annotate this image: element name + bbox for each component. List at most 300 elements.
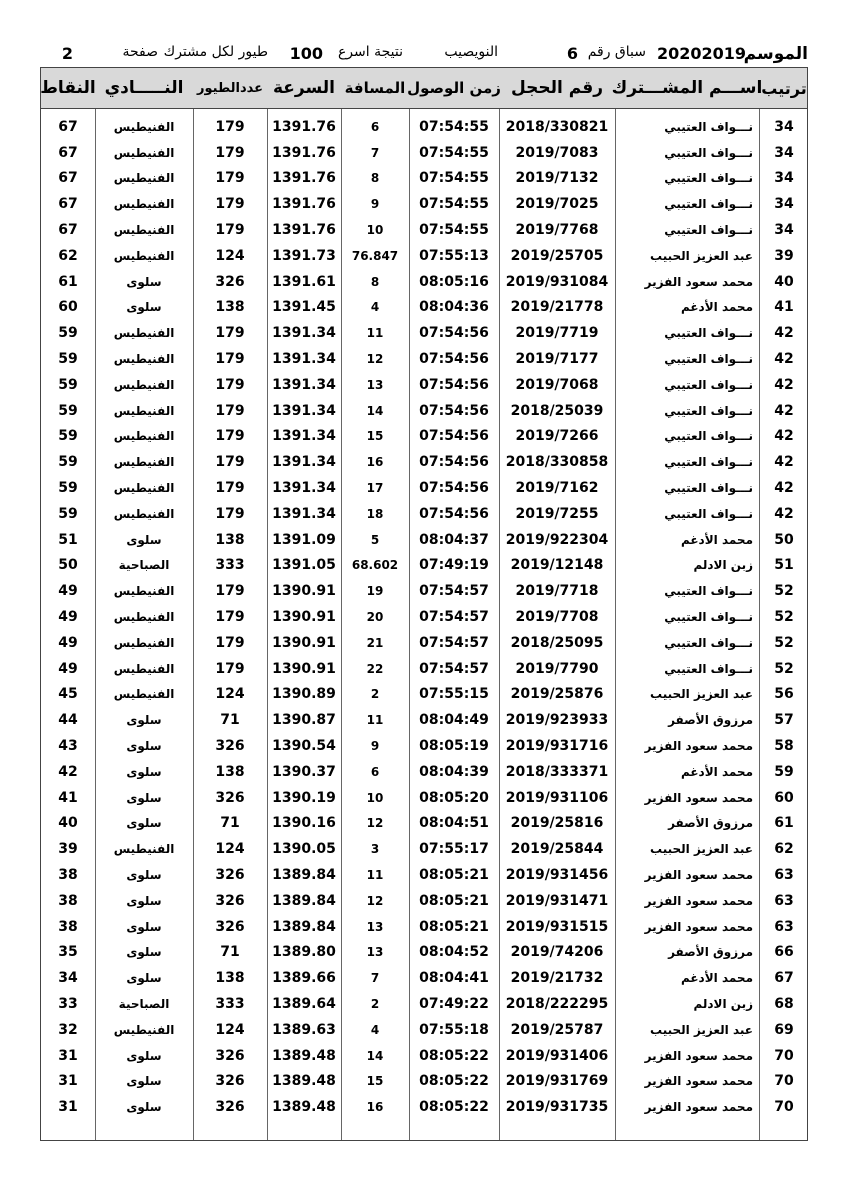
cell-name: نـــواف العتيبي <box>664 661 753 676</box>
cell-arrival: 08:05:21 <box>419 918 489 935</box>
cell-arrival: 07:54:55 <box>419 118 489 135</box>
table-row <box>41 1043 807 1069</box>
cell-rank: 34 <box>774 144 794 161</box>
cell-arrival: 07:54:56 <box>419 325 489 342</box>
cell-club: الفنيطيس <box>113 661 175 676</box>
table-row <box>41 346 807 372</box>
cell-distance: 9 <box>370 739 380 754</box>
cell-birds: 326 <box>215 892 245 909</box>
cell-birds: 124 <box>215 686 245 703</box>
cell-birds: 179 <box>215 118 245 135</box>
cell-speed: 1390.91 <box>272 609 336 626</box>
table-row <box>41 449 807 475</box>
cell-birds: 179 <box>215 222 245 239</box>
cell-arrival: 08:04:41 <box>419 970 489 987</box>
page-value: 2 <box>61 44 73 63</box>
cell-name: مرزوق الأصفر <box>668 945 753 960</box>
cell-birds: 326 <box>215 1047 245 1064</box>
cell-ring: 2019/25844 <box>510 841 604 858</box>
cell-points: 59 <box>58 351 78 368</box>
cell-speed: 1391.34 <box>272 325 336 342</box>
cell-arrival: 07:54:56 <box>419 505 489 522</box>
cell-name: نـــواف العتيبي <box>664 610 753 625</box>
cell-distance: 2 <box>370 997 380 1012</box>
cell-club: الفنيطيس <box>113 635 175 650</box>
cell-club: الفنيطيس <box>113 403 175 418</box>
cell-name: محمد الأدغم <box>680 971 753 986</box>
cell-points: 59 <box>58 428 78 445</box>
cell-distance: 9 <box>370 197 380 212</box>
cell-birds: 179 <box>215 660 245 677</box>
cell-ring: 2019/74206 <box>510 944 604 961</box>
cell-birds: 138 <box>215 299 245 316</box>
cell-arrival: 07:54:56 <box>419 402 489 419</box>
cell-arrival: 07:54:57 <box>419 609 489 626</box>
cell-club: الفنيطيس <box>113 197 175 212</box>
cell-speed: 1391.34 <box>272 376 336 393</box>
cell-distance: 76.847 <box>351 248 399 263</box>
cell-ring: 2019/25705 <box>510 247 604 264</box>
cell-ring: 2019/931084 <box>505 273 609 290</box>
cell-arrival: 07:54:57 <box>419 583 489 600</box>
cell-speed: 1391.34 <box>272 351 336 368</box>
cell-ring: 2018/333371 <box>505 763 609 780</box>
table-row <box>41 862 807 888</box>
cell-points: 59 <box>58 376 78 393</box>
cell-distance: 16 <box>366 455 384 470</box>
cell-points: 44 <box>58 712 78 729</box>
cell-birds: 179 <box>215 634 245 651</box>
cell-rank: 34 <box>774 118 794 135</box>
cell-birds: 326 <box>215 789 245 806</box>
table-row <box>41 682 807 708</box>
cell-ring: 2019/7177 <box>515 351 599 368</box>
cell-club: الفنيطيس <box>113 610 175 625</box>
cell-points: 59 <box>58 454 78 471</box>
cell-name: محمد سعود الفزير <box>644 919 753 934</box>
cell-name: محمد سعود الفزير <box>644 739 753 754</box>
cell-distance: 6 <box>370 764 380 779</box>
cell-birds: 326 <box>215 867 245 884</box>
cell-birds: 71 <box>220 815 240 832</box>
cell-distance: 16 <box>366 1100 384 1115</box>
cell-points: 59 <box>58 480 78 497</box>
cell-rank: 41 <box>774 299 794 316</box>
cell-rank: 68 <box>774 996 794 1013</box>
cell-name: محمد سعود الفزير <box>644 790 753 805</box>
table-row <box>41 475 807 501</box>
cell-rank: 34 <box>774 196 794 213</box>
cell-birds: 124 <box>215 1021 245 1038</box>
result-label: نتيجة اسرع <box>337 44 403 60</box>
cell-name: نـــواف العتيبي <box>664 171 753 186</box>
cell-club: الفنيطيس <box>113 223 175 238</box>
season-label: الموسم <box>743 44 808 64</box>
cell-arrival: 07:54:56 <box>419 480 489 497</box>
cell-ring: 2019/7708 <box>515 609 599 626</box>
cell-speed: 1390.37 <box>272 763 336 780</box>
cell-rank: 60 <box>774 789 794 806</box>
cell-club: الفنيطيس <box>113 352 175 367</box>
cell-birds: 326 <box>215 918 245 935</box>
season-value: 20202019 <box>656 44 746 63</box>
cell-club: الفنيطيس <box>113 506 175 521</box>
cell-arrival: 08:05:22 <box>419 1099 489 1116</box>
cell-points: 49 <box>58 583 78 600</box>
table-row <box>41 217 807 243</box>
cell-distance: 13 <box>366 919 384 934</box>
cell-speed: 1390.05 <box>272 841 336 858</box>
cell-name: محمد الأدغم <box>680 300 753 315</box>
cell-distance: 14 <box>366 403 384 418</box>
cell-birds: 179 <box>215 505 245 522</box>
cell-points: 45 <box>58 686 78 703</box>
cell-speed: 1391.45 <box>272 299 336 316</box>
table-row <box>41 707 807 733</box>
cell-speed: 1390.91 <box>272 634 336 651</box>
cell-rank: 70 <box>774 1073 794 1090</box>
cell-arrival: 08:04:39 <box>419 763 489 780</box>
cell-ring: 2019/7255 <box>515 505 599 522</box>
cell-distance: 11 <box>366 868 384 883</box>
cell-points: 60 <box>58 299 78 316</box>
cell-club: سلوى <box>126 532 162 547</box>
cell-points: 59 <box>58 325 78 342</box>
cell-ring: 2019/25816 <box>510 815 604 832</box>
cell-club: الفنيطيس <box>113 248 175 263</box>
cell-points: 49 <box>58 634 78 651</box>
table-row <box>41 527 807 553</box>
cell-arrival: 08:04:49 <box>419 712 489 729</box>
table-row <box>41 424 807 450</box>
cell-points: 51 <box>58 531 78 548</box>
cell-speed: 1389.63 <box>272 1021 336 1038</box>
cell-points: 67 <box>58 118 78 135</box>
race-value: 6 <box>566 44 578 63</box>
cell-club: سلوى <box>126 971 162 986</box>
cell-rank: 63 <box>774 892 794 909</box>
cell-birds: 326 <box>215 1073 245 1090</box>
cell-points: 67 <box>58 196 78 213</box>
cell-speed: 1389.66 <box>272 970 336 987</box>
page-label: صفحة <box>122 44 158 60</box>
cell-rank: 51 <box>774 557 794 574</box>
table-row <box>41 553 807 579</box>
cell-club: سلوى <box>126 274 162 289</box>
table-row <box>41 501 807 527</box>
cell-arrival: 07:55:18 <box>419 1021 489 1038</box>
cell-distance: 17 <box>366 481 384 496</box>
cell-rank: 62 <box>774 841 794 858</box>
cell-distance: 8 <box>370 171 380 186</box>
cell-distance: 3 <box>370 842 380 857</box>
cell-arrival: 08:04:52 <box>419 944 489 961</box>
cell-points: 35 <box>58 944 78 961</box>
table-row <box>41 888 807 914</box>
cell-distance: 68.602 <box>351 558 399 573</box>
cell-club: الفنيطيس <box>113 687 175 702</box>
cell-arrival: 08:05:16 <box>419 273 489 290</box>
cell-ring: 2019/931106 <box>505 789 609 806</box>
cell-speed: 1389.84 <box>272 892 336 909</box>
cell-birds: 179 <box>215 325 245 342</box>
cell-points: 67 <box>58 144 78 161</box>
cell-distance: 21 <box>366 635 384 650</box>
cell-club: الفنيطيس <box>113 119 175 134</box>
cell-arrival: 07:54:55 <box>419 222 489 239</box>
cell-rank: 40 <box>774 273 794 290</box>
cell-club: سلوى <box>126 945 162 960</box>
cell-club: سلوى <box>126 790 162 805</box>
cell-speed: 1390.87 <box>272 712 336 729</box>
cell-speed: 1391.34 <box>272 505 336 522</box>
cell-arrival: 07:54:56 <box>419 351 489 368</box>
header-name: اســـم المشـــترك <box>611 78 763 98</box>
cell-name: زبن الادلم <box>693 558 753 573</box>
cell-ring: 2019/7768 <box>515 222 599 239</box>
cell-speed: 1389.48 <box>272 1099 336 1116</box>
cell-name: عبد العزيز الحبيب <box>650 687 753 702</box>
cell-distance: 6 <box>370 119 380 134</box>
cell-distance: 15 <box>366 429 384 444</box>
cell-arrival: 07:54:56 <box>419 428 489 445</box>
cell-points: 31 <box>58 1047 78 1064</box>
cell-name: زبن الادلم <box>693 997 753 1012</box>
cell-ring: 2019/931456 <box>505 867 609 884</box>
cell-rank: 34 <box>774 222 794 239</box>
table-row <box>41 398 807 424</box>
cell-points: 49 <box>58 609 78 626</box>
table-row <box>41 295 807 321</box>
cell-speed: 1390.16 <box>272 815 336 832</box>
cell-distance: 7 <box>370 971 380 986</box>
cell-speed: 1391.76 <box>272 196 336 213</box>
per-member-label: طيور لكل مشترك <box>163 44 268 60</box>
cell-birds: 71 <box>220 944 240 961</box>
cell-name: نـــواف العتيبي <box>664 635 753 650</box>
cell-name: محمد سعود الفزير <box>644 274 753 289</box>
table-row <box>41 836 807 862</box>
cell-arrival: 07:49:22 <box>419 996 489 1013</box>
cell-rank: 42 <box>774 480 794 497</box>
cell-arrival: 08:05:20 <box>419 789 489 806</box>
cell-points: 34 <box>58 970 78 987</box>
cell-birds: 333 <box>215 996 245 1013</box>
cell-speed: 1391.05 <box>272 557 336 574</box>
cell-ring: 2019/7718 <box>515 583 599 600</box>
cell-name: نـــواف العتيبي <box>664 352 753 367</box>
cell-distance: 22 <box>366 661 384 676</box>
cell-arrival: 08:05:21 <box>419 867 489 884</box>
header-distance: المسافة <box>344 79 406 97</box>
cell-rank: 42 <box>774 505 794 522</box>
cell-distance: 11 <box>366 326 384 341</box>
cell-club: سلوى <box>126 868 162 883</box>
header-line <box>40 40 808 66</box>
cell-rank: 42 <box>774 428 794 445</box>
table-row <box>41 166 807 192</box>
cell-club: سلوى <box>126 816 162 831</box>
table-row <box>41 733 807 759</box>
table-row <box>41 191 807 217</box>
cell-club: الفنيطيس <box>113 145 175 160</box>
table-row <box>41 243 807 269</box>
cell-distance: 8 <box>370 274 380 289</box>
cell-distance: 20 <box>366 610 384 625</box>
cell-arrival: 07:49:19 <box>419 557 489 574</box>
cell-ring: 2019/7162 <box>515 480 599 497</box>
cell-ring: 2018/330821 <box>505 118 609 135</box>
cell-birds: 179 <box>215 583 245 600</box>
cell-points: 43 <box>58 738 78 755</box>
cell-speed: 1390.89 <box>272 686 336 703</box>
cell-distance: 10 <box>366 790 384 805</box>
table-header-row <box>41 68 807 109</box>
race-label: سباق رقم <box>587 44 646 60</box>
cell-ring: 2019/931716 <box>505 738 609 755</box>
header-birds: عددالطيور <box>197 80 264 96</box>
cell-birds: 326 <box>215 1099 245 1116</box>
cell-ring: 2019/7025 <box>515 196 599 213</box>
cell-club: سلوى <box>126 1074 162 1089</box>
cell-arrival: 07:55:17 <box>419 841 489 858</box>
cell-name: مرزوق الأصفر <box>668 816 753 831</box>
cell-speed: 1390.91 <box>272 660 336 677</box>
cell-distance: 13 <box>366 377 384 392</box>
cell-points: 39 <box>58 841 78 858</box>
cell-club: سلوى <box>126 713 162 728</box>
cell-rank: 42 <box>774 351 794 368</box>
cell-name: عبد العزيز الحبيب <box>650 842 753 857</box>
cell-rank: 42 <box>774 454 794 471</box>
cell-points: 62 <box>58 247 78 264</box>
cell-name: نـــواف العتيبي <box>664 584 753 599</box>
cell-distance: 2 <box>370 687 380 702</box>
header-points: النقاط <box>40 78 96 98</box>
cell-distance: 15 <box>366 1074 384 1089</box>
cell-points: 59 <box>58 402 78 419</box>
cell-speed: 1391.76 <box>272 170 336 187</box>
cell-speed: 1389.84 <box>272 867 336 884</box>
cell-speed: 1389.64 <box>272 996 336 1013</box>
cell-ring: 2019/931471 <box>505 892 609 909</box>
cell-ring: 2019/7790 <box>515 660 599 677</box>
cell-ring: 2019/922304 <box>505 531 609 548</box>
cell-ring: 2019/923933 <box>505 712 609 729</box>
cell-speed: 1389.48 <box>272 1047 336 1064</box>
cell-birds: 326 <box>215 738 245 755</box>
cell-ring: 2019/931406 <box>505 1047 609 1064</box>
cell-ring: 2018/330858 <box>505 454 609 471</box>
cell-name: محمد سعود الفزير <box>644 1100 753 1115</box>
table-row <box>41 604 807 630</box>
cell-birds: 124 <box>215 247 245 264</box>
cell-birds: 124 <box>215 841 245 858</box>
cell-rank: 61 <box>774 815 794 832</box>
cell-rank: 67 <box>774 970 794 987</box>
cell-points: 49 <box>58 660 78 677</box>
cell-birds: 179 <box>215 428 245 445</box>
cell-arrival: 08:05:21 <box>419 892 489 909</box>
cell-speed: 1391.34 <box>272 428 336 445</box>
cell-distance: 4 <box>370 300 380 315</box>
cell-name: نـــواف العتيبي <box>664 326 753 341</box>
cell-club: الصباحية <box>118 997 170 1012</box>
cell-points: 38 <box>58 892 78 909</box>
cell-speed: 1389.48 <box>272 1073 336 1090</box>
cell-arrival: 08:05:19 <box>419 738 489 755</box>
table-row <box>41 320 807 346</box>
cell-arrival: 07:54:57 <box>419 660 489 677</box>
cell-name: محمد الأدغم <box>680 532 753 547</box>
cell-arrival: 07:55:13 <box>419 247 489 264</box>
cell-speed: 1391.34 <box>272 454 336 471</box>
cell-club: سلوى <box>126 1048 162 1063</box>
cell-name: عبد العزيز الحبيب <box>650 248 753 263</box>
cell-name: محمد سعود الفزير <box>644 1048 753 1063</box>
cell-points: 41 <box>58 789 78 806</box>
cell-name: محمد سعود الفزير <box>644 1074 753 1089</box>
cell-name: نـــواف العتيبي <box>664 119 753 134</box>
table-row <box>41 940 807 966</box>
cell-name: نـــواف العتيبي <box>664 506 753 521</box>
cell-arrival: 07:54:56 <box>419 376 489 393</box>
cell-speed: 1389.84 <box>272 918 336 935</box>
cell-name: نـــواف العتيبي <box>664 197 753 212</box>
cell-club: الفنيطيس <box>113 171 175 186</box>
table-row <box>41 1094 807 1120</box>
cell-speed: 1391.76 <box>272 118 336 135</box>
table-row <box>41 965 807 991</box>
cell-birds: 179 <box>215 609 245 626</box>
cell-ring: 2018/25095 <box>510 634 604 651</box>
cell-name: نـــواف العتيبي <box>664 481 753 496</box>
cell-rank: 42 <box>774 325 794 342</box>
cell-arrival: 07:54:56 <box>419 454 489 471</box>
cell-ring: 2019/931515 <box>505 918 609 935</box>
cell-points: 67 <box>58 222 78 239</box>
cell-name: نـــواف العتيبي <box>664 429 753 444</box>
cell-points: 59 <box>58 505 78 522</box>
cell-arrival: 07:54:55 <box>419 196 489 213</box>
cell-rank: 70 <box>774 1099 794 1116</box>
cell-birds: 179 <box>215 351 245 368</box>
cell-club: الصباحية <box>118 558 170 573</box>
cell-ring: 2019/7068 <box>515 376 599 393</box>
cell-arrival: 08:05:22 <box>419 1047 489 1064</box>
table-row <box>41 1069 807 1095</box>
table-row <box>41 269 807 295</box>
cell-birds: 71 <box>220 712 240 729</box>
cell-ring: 2019/25787 <box>510 1021 604 1038</box>
cell-rank: 52 <box>774 583 794 600</box>
cell-club: سلوى <box>126 739 162 754</box>
cell-birds: 179 <box>215 170 245 187</box>
cell-rank: 63 <box>774 867 794 884</box>
cell-name: محمد سعود الفزير <box>644 893 753 908</box>
header-ring: رقم الحجل <box>510 78 604 98</box>
header-speed: السرعة <box>273 78 336 98</box>
cell-club: الفنيطيس <box>113 377 175 392</box>
table-row <box>41 630 807 656</box>
table-row <box>41 656 807 682</box>
table-row <box>41 1017 807 1043</box>
header-arrival: زمن الوصول <box>407 79 501 97</box>
cell-distance: 10 <box>366 223 384 238</box>
cell-speed: 1391.09 <box>272 531 336 548</box>
cell-distance: 12 <box>366 352 384 367</box>
cell-points: 40 <box>58 815 78 832</box>
